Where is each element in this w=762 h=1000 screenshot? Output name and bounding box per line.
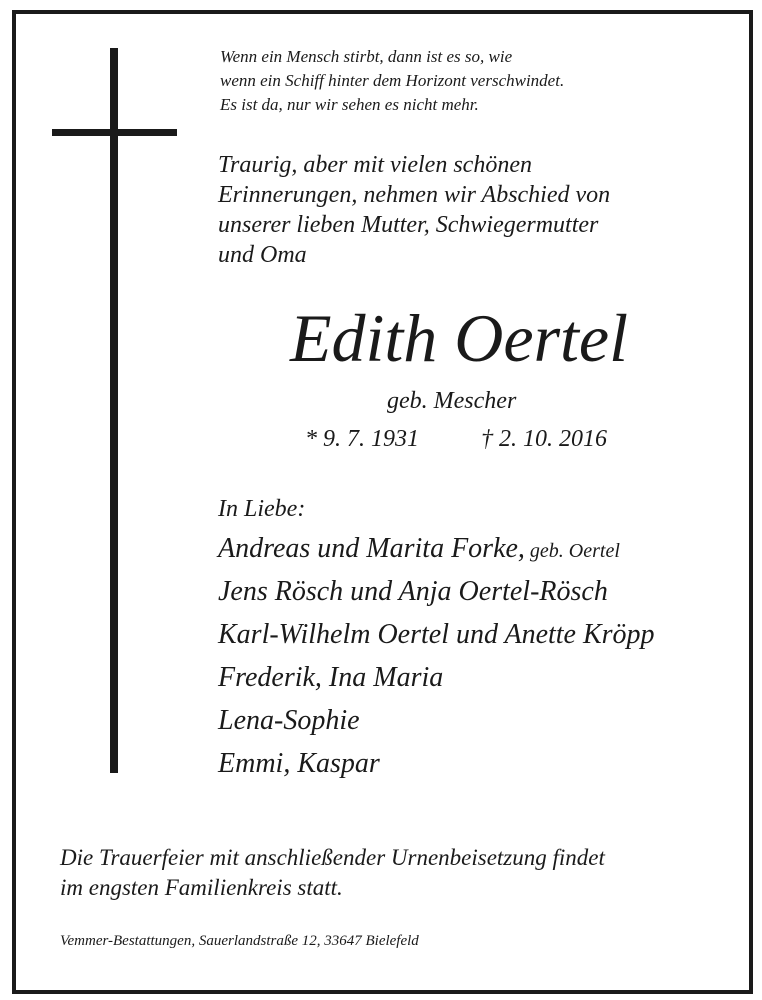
intro-line-2: Erinnerungen, nehmen wir Abschied von [218,182,611,208]
service-line-1: Die Trauerfeier mit anschließender Urnenbeisetzung findet [60,845,605,870]
quote-line-1: Wenn ein Mensch stirbt, dann ist es so, wie [220,47,513,66]
deceased-name: Edith Oertel [289,300,629,376]
mourner-name: Lena-Sophie [218,705,360,736]
cross-icon-horizontal [52,129,177,136]
intro-line-3: unserer lieben Mutter, Schwiegermutter [218,212,599,238]
maiden-name: geb. Mescher [387,388,517,414]
mourner-name: Andreas und Marita Forke, [218,533,525,564]
mourner-line [218,532,620,568]
mourner-line [218,704,360,738]
intro-line-1: Traurig, aber mit vielen schönen [218,152,532,178]
mourner-line [218,575,608,609]
funeral-home-address: Vemmer-Bestattungen, Sauerlandstraße 12, 33647 Bielefeld [60,933,419,949]
intro-line-4: und Oma [218,242,307,268]
death-date: † 2. 10. 2016 [481,426,607,452]
mourner-name: Frederik, Ina Maria [218,662,444,693]
mourner-line [218,661,443,695]
mourner-name: Emmi, Kaspar [218,748,380,779]
quote-line-2: wenn ein Schiff hinter dem Horizont verschwindet. [220,71,565,90]
cross-icon-vertical [110,48,118,773]
birth-date: * 9. 7. 1931 [305,426,419,452]
mourner-name: Jens Rösch und Anja Oertel-Rösch [218,576,608,607]
mourner-note: geb. Oertel [524,540,620,562]
mourner-line [218,618,655,652]
mourner-name: Karl-Wilhelm Oertel und Anette Kröpp [218,619,655,650]
mourner-line [218,747,380,781]
service-line-2: im engsten Familienkreis statt. [60,875,343,900]
quote-line-3: Es ist da, nur wir sehen es nicht mehr. [220,95,479,114]
mourners-heading: In Liebe: [218,496,306,522]
